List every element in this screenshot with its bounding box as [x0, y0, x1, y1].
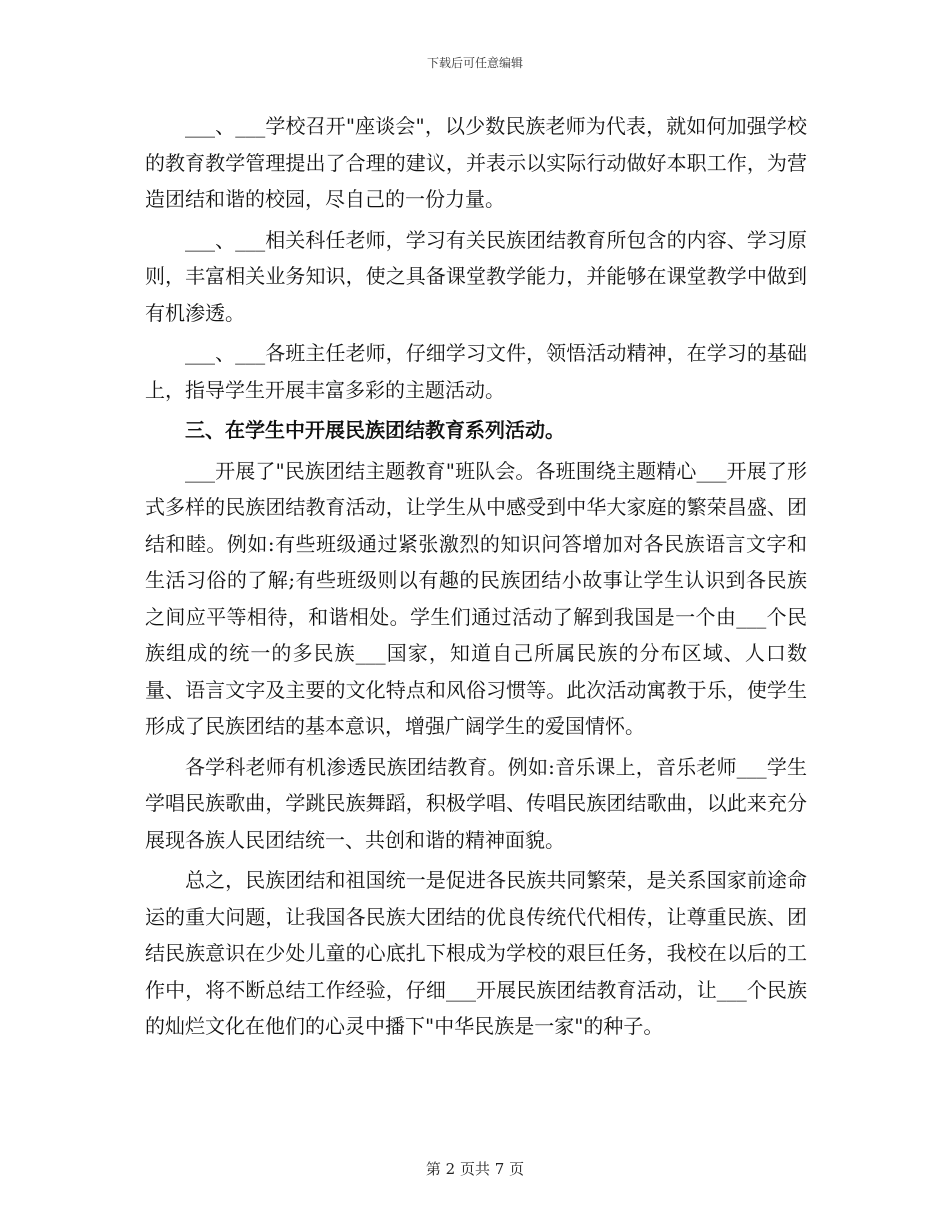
paragraph-symposium: ___、___学校召开"座谈会"，以少数民族老师为代表，就如何加强学校的教育教学管理提出了合理的建议，并表示以实际行动做好本职工作，为营造团结和谐的校园，尽自己的一份力量。 — [145, 114, 807, 211]
paragraph-conclusion: 总之，民族团结和祖国统一是促进各民族共同繁荣，是关系国家前途命运的重大问题，让我国各民族大团结的优良传统代代相传，让尊重民族、团结民族意识在少处儿童的心底扎下根成为学校的艰巨任务，我校在以后的工作中，将不断总结工作经验，仔细___开展民族团结教育活动，让___个民族的灿烂文化在他们的心灵中播下"中华民族是一家"的种子。 — [145, 868, 807, 1038]
paragraph-class-teachers: ___、___各班主任老师，仔细学习文件，领悟活动精神，在学习的基础上，指导学生开展丰富多彩的主题活动。 — [145, 341, 807, 402]
page-header: 下载后可任意编辑 — [426, 56, 523, 70]
section-heading-student-activities: 三、在学生中开展民族团结教育系列活动。 — [185, 418, 565, 442]
page-number: 第 2 页共 7 页 — [425, 1160, 525, 1178]
paragraph-subject-integration: 各学科老师有机渗透民族团结教育。例如:音乐课上，音乐老师___学生学唱民族歌曲，学跳民族舞蹈，积极学唱、传唱民族团结歌曲，以此来充分展现各族人民团结统一、共创和谐的精神面貌。 — [145, 754, 807, 852]
paragraph-class-meeting: ___开展了"民族团结主题教育"班队会。各班围绕主题精心___开展了形式多样的民族团结教育活动，让学生从中感受到中华大家庭的繁荣昌盛、团结和睦。例如:有些班级通过紧张激烈的知识问答增加对各民族语言文字和生活习俗的了解;有些班级则以有趣的民族团结小故事让学生认识到各民族之间应平等相待，和谐相处。学生们通过活动了解到我国是一个由___个民族组成的统一的多民族___国家，知道自己所属民族的分布区域、人口数量、语言文字及主要的文化特点和风俗习惯等。此次活动寓教于乐，使学生形成了民族团结的基本意识，增强广阔学生的爱国情怀。 — [145, 458, 807, 738]
paragraph-subject-teachers: ___、___相关科任老师，学习有关民族团结教育所包含的内容、学习原则，丰富相关业务知识，使之具备课堂教学能力，并能够在课堂教学中做到有机渗透。 — [145, 227, 807, 325]
document-body — [145, 108, 807, 1045]
